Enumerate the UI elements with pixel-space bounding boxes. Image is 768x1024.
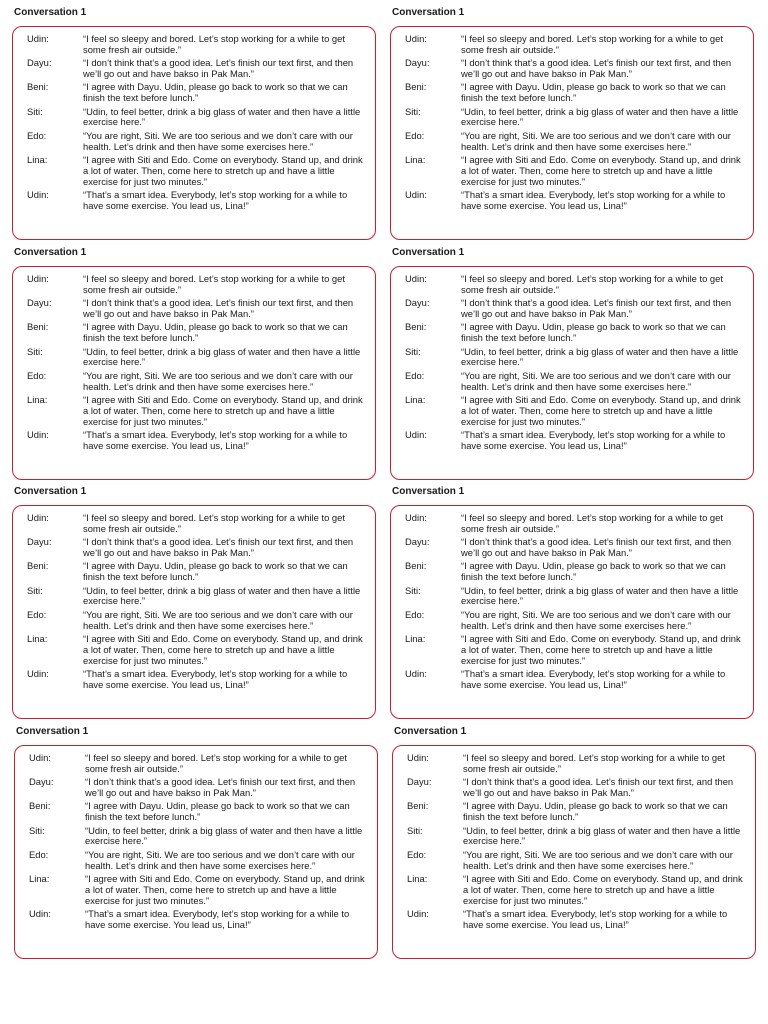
dialogue-text: “I feel so sleepy and bored. Let’s stop working for a while to get some fresh air outside.” — [461, 512, 723, 534]
speaker-name: Udin: — [29, 907, 51, 919]
dialogue-text: “I agree with Siti and Edo. Come on everybody. Stand up, and drink a lot of water. Then, come here to stretch up and have a little exercise for just two minutes.” — [83, 632, 363, 666]
speaker-name: Lina: — [27, 153, 48, 165]
dialogue-line — [405, 155, 745, 187]
dialogue-text: “You are right, Siti. We are too serious and we don’t care with our health. Let’s drink and then have some exercises here.” — [83, 129, 353, 152]
dialogue-text: “That’s a smart idea. Everybody, let’s stop working for a while to have some exercise. You lead us, Lina!” — [461, 428, 726, 451]
dialogue-line — [405, 131, 745, 153]
dialogue-line — [27, 371, 367, 393]
dialogue-line — [405, 669, 745, 691]
dialogue-text: “Udin, to feel better, drink a big glass of water and then have a little exercise here.” — [83, 105, 361, 128]
dialogue-text: “Udin, to feel better, drink a big glass of water and then have a little exercise here.” — [463, 824, 741, 847]
dialogue-line — [405, 634, 745, 666]
dialogue-line — [407, 801, 747, 823]
dialogue-line — [405, 82, 745, 104]
speaker-name: Lina: — [405, 393, 426, 405]
dialogue-text: “You are right, Siti. We are too serious and we don’t care with our health. Let’s drink and then have some exercises here.” — [461, 129, 731, 152]
speaker-name: Udin: — [27, 512, 49, 523]
dialogue-text: “I agree with Siti and Edo. Come on everybody. Stand up, and drink a lot of water. Then, come here to stretch up and have a little exercise for just two minutes.” — [461, 393, 741, 427]
conversation-title: Conversation 1 — [14, 486, 87, 497]
dialogue-text: “I agree with Siti and Edo. Come on everybody. Stand up, and drink a lot of water. Then, come here to stretch up and have a little exercise for just two minutes.” — [461, 632, 741, 666]
speaker-name: Dayu: — [405, 297, 430, 309]
dialogue-text: “I feel so sleepy and bored. Let’s stop working for a while to get some fresh air outside.” — [83, 33, 345, 55]
dialogue-line — [27, 347, 367, 369]
dialogue-text: “I agree with Siti and Edo. Come on everybody. Stand up, and drink a lot of water. Then, come here to stretch up and have a little exercise for just two minutes.” — [461, 153, 741, 187]
conversation-card — [392, 725, 756, 959]
dialogue-text: “I feel so sleepy and bored. Let’s stop working for a while to get some fresh air outside.” — [461, 273, 723, 295]
conversation-title: Conversation 1 — [16, 726, 89, 737]
speaker-name: Udin: — [27, 667, 49, 679]
dialogue-line — [27, 610, 367, 632]
dialogue-text: “That’s a smart idea. Everybody, let’s stop working for a while to have some exercise. You lead us, Lina!” — [85, 907, 350, 930]
dialogue-text: “I don’t think that’s a good idea. Let’s finish our text first, and then we’ll go out and have bakso in Pak Man.” — [83, 57, 354, 79]
conversation-card — [12, 246, 376, 480]
speaker-name: Dayu: — [407, 776, 432, 788]
dialogue-text: “Udin, to feel better, drink a big glass of water and then have a little exercise here.” — [461, 345, 739, 368]
dialogue-line — [405, 371, 745, 393]
speaker-name: Siti: — [29, 824, 45, 836]
conversation-card — [12, 485, 376, 719]
dialogue-text: “I don’t think that’s a good idea. Let’s finish our text first, and then we’ll go out and have bakso in Pak Man.” — [83, 297, 354, 319]
dialogue-box — [390, 26, 754, 240]
dialogue-text: “That’s a smart idea. Everybody, let’s stop working for a while to have some exercise. You lead us, Lina!” — [83, 667, 348, 690]
dialogue-line — [27, 322, 367, 344]
speaker-name: Siti: — [27, 345, 43, 357]
dialogue-line — [407, 850, 747, 872]
speaker-name: Udin: — [27, 428, 49, 440]
dialogue-line — [405, 322, 745, 344]
dialogue-text: “I agree with Siti and Edo. Come on everybody. Stand up, and drink a lot of water. Then, come here to stretch up and have a little exercise for just two minutes.” — [463, 872, 743, 906]
speaker-name: Udin: — [407, 907, 429, 919]
dialogue-line — [29, 909, 369, 931]
speaker-name: Dayu: — [27, 297, 52, 309]
dialogue-line — [405, 610, 745, 632]
speaker-name: Beni: — [405, 81, 427, 93]
speaker-name: Siti: — [407, 824, 423, 836]
dialogue-line — [27, 430, 367, 452]
speaker-name: Beni: — [29, 800, 51, 812]
dialogue-text: “I agree with Dayu. Udin, please go back to work so that we can finish the text before lunch.” — [461, 81, 726, 104]
dialogue-text: “You are right, Siti. We are too serious and we don’t care with our health. Let’s drink and then have some exercises here.” — [461, 369, 731, 392]
dialogue-text: “I feel so sleepy and bored. Let’s stop working for a while to get some fresh air outside.” — [83, 512, 345, 534]
dialogue-text: “Udin, to feel better, drink a big glass of water and then have a little exercise here.” — [83, 345, 361, 368]
dialogue-box — [390, 266, 754, 480]
dialogue-line — [407, 777, 747, 799]
dialogue-line — [407, 753, 747, 775]
conversation-title: Conversation 1 — [14, 247, 87, 258]
speaker-name: Dayu: — [405, 536, 430, 548]
speaker-name: Udin: — [405, 512, 427, 523]
speaker-name: Edo: — [27, 608, 47, 620]
speaker-name: Lina: — [407, 872, 428, 884]
dialogue-line — [27, 274, 367, 296]
conversation-card — [390, 485, 754, 719]
conversation-title: Conversation 1 — [394, 726, 467, 737]
speaker-name: Beni: — [27, 81, 49, 93]
dialogue-text: “I agree with Dayu. Udin, please go back to work so that we can finish the text before lunch.” — [461, 321, 726, 344]
dialogue-text: “I agree with Dayu. Udin, please go back to work so that we can finish the text before lunch.” — [85, 800, 350, 823]
dialogue-text: “I agree with Siti and Edo. Come on everybody. Stand up, and drink a lot of water. Then, come here to stretch up and have a little exercise for just two minutes.” — [83, 393, 363, 427]
dialogue-line — [27, 190, 367, 212]
conversation-card — [390, 246, 754, 480]
speaker-name: Beni: — [407, 800, 429, 812]
speaker-name: Lina: — [405, 153, 426, 165]
speaker-name: Edo: — [27, 129, 47, 141]
speaker-name: Beni: — [405, 321, 427, 333]
dialogue-text: “That’s a smart idea. Everybody, let’s stop working for a while to have some exercise. You lead us, Lina!” — [461, 188, 726, 211]
dialogue-line — [405, 347, 745, 369]
dialogue-text: “You are right, Siti. We are too serious and we don’t care with our health. Let’s drink and then have some exercises here.” — [463, 848, 733, 871]
dialogue-text: “I don’t think that’s a good idea. Let’s finish our text first, and then we’ll go out and have bakso in Pak Man.” — [461, 536, 732, 558]
speaker-name: Siti: — [405, 105, 421, 117]
speaker-name: Edo: — [407, 848, 427, 860]
dialogue-line — [27, 155, 367, 187]
speaker-name: Beni: — [405, 560, 427, 572]
conversation-title: Conversation 1 — [392, 247, 465, 258]
dialogue-line — [29, 801, 369, 823]
dialogue-text: “I don’t think that’s a good idea. Let’s finish our text first, and then we’ll go out and have bakso in Pak Man.” — [461, 57, 732, 79]
dialogue-line — [27, 537, 367, 559]
dialogue-text: “I don’t think that’s a good idea. Let’s finish our text first, and then we’ll go out and have bakso in Pak Man.” — [83, 536, 354, 558]
speaker-name: Udin: — [405, 273, 427, 284]
dialogue-text: “I agree with Dayu. Udin, please go back to work so that we can finish the text before lunch.” — [83, 560, 348, 583]
dialogue-box — [12, 26, 376, 240]
speaker-name: Edo: — [405, 129, 425, 141]
dialogue-line — [405, 586, 745, 608]
dialogue-line — [405, 298, 745, 320]
dialogue-line — [29, 777, 369, 799]
speaker-name: Udin: — [27, 273, 49, 284]
conversation-title: Conversation 1 — [392, 486, 465, 497]
dialogue-box — [12, 505, 376, 719]
dialogue-line — [27, 131, 367, 153]
dialogue-text: “I feel so sleepy and bored. Let’s stop working for a while to get some fresh air outside.” — [85, 752, 347, 774]
dialogue-text: “Udin, to feel better, drink a big glass of water and then have a little exercise here.” — [461, 584, 739, 607]
dialogue-text: “I feel so sleepy and bored. Let’s stop working for a while to get some fresh air outside.” — [83, 273, 345, 295]
speaker-name: Udin: — [29, 752, 51, 763]
speaker-name: Lina: — [27, 632, 48, 644]
dialogue-text: “I feel so sleepy and bored. Let’s stop working for a while to get some fresh air outside.” — [463, 752, 725, 774]
dialogue-line — [27, 669, 367, 691]
dialogue-text: “That’s a smart idea. Everybody, let’s stop working for a while to have some exercise. You lead us, Lina!” — [461, 667, 726, 690]
dialogue-text: “I agree with Dayu. Udin, please go back to work so that we can finish the text before lunch.” — [83, 81, 348, 104]
dialogue-line — [405, 395, 745, 427]
speaker-name: Dayu: — [405, 57, 430, 69]
speaker-name: Beni: — [27, 321, 49, 333]
speaker-name: Siti: — [27, 105, 43, 117]
conversation-card — [12, 6, 376, 240]
speaker-name: Udin: — [27, 33, 49, 44]
dialogue-text: “Udin, to feel better, drink a big glass of water and then have a little exercise here.” — [85, 824, 363, 847]
dialogue-line — [29, 753, 369, 775]
speaker-name: Edo: — [27, 369, 47, 381]
dialogue-line — [27, 513, 367, 535]
dialogue-line — [405, 58, 745, 80]
dialogue-line — [405, 561, 745, 583]
dialogue-text: “I feel so sleepy and bored. Let’s stop working for a while to get some fresh air outside.” — [461, 33, 723, 55]
dialogue-text: “That’s a smart idea. Everybody, let’s stop working for a while to have some exercise. You lead us, Lina!” — [83, 428, 348, 451]
speaker-name: Udin: — [405, 188, 427, 200]
dialogue-text: “That’s a smart idea. Everybody, let’s stop working for a while to have some exercise. You lead us, Lina!” — [463, 907, 728, 930]
dialogue-text: “I agree with Siti and Edo. Come on everybody. Stand up, and drink a lot of water. Then, come here to stretch up and have a little exercise for just two minutes.” — [85, 872, 365, 906]
dialogue-line — [405, 34, 745, 56]
speaker-name: Dayu: — [27, 57, 52, 69]
dialogue-text: “You are right, Siti. We are too serious and we don’t care with our health. Let’s drink and then have some exercises here.” — [83, 608, 353, 631]
speaker-name: Lina: — [29, 872, 50, 884]
dialogue-line — [405, 107, 745, 129]
speaker-name: Lina: — [27, 393, 48, 405]
speaker-name: Siti: — [405, 584, 421, 596]
dialogue-line — [27, 34, 367, 56]
speaker-name: Siti: — [405, 345, 421, 357]
dialogue-box — [390, 505, 754, 719]
dialogue-line — [407, 909, 747, 931]
speaker-name: Udin: — [405, 33, 427, 44]
speaker-name: Siti: — [27, 584, 43, 596]
dialogue-text: “I don’t think that’s a good idea. Let’s finish our text first, and then we’ll go out and have bakso in Pak Man.” — [463, 776, 734, 798]
dialogue-text: “You are right, Siti. We are too serious and we don’t care with our health. Let’s drink and then have some exercises here.” — [83, 369, 353, 392]
speaker-name: Dayu: — [27, 536, 52, 548]
dialogue-text: “You are right, Siti. We are too serious and we don’t care with our health. Let’s drink and then have some exercises here.” — [85, 848, 355, 871]
conversation-title: Conversation 1 — [392, 7, 465, 18]
dialogue-line — [27, 58, 367, 80]
dialogue-text: “I agree with Dayu. Udin, please go back to work so that we can finish the text before lunch.” — [461, 560, 726, 583]
dialogue-line — [405, 190, 745, 212]
dialogue-line — [27, 107, 367, 129]
speaker-name: Udin: — [27, 188, 49, 200]
dialogue-line — [405, 430, 745, 452]
speaker-name: Edo: — [29, 848, 49, 860]
dialogue-text: “Udin, to feel better, drink a big glass of water and then have a little exercise here.” — [83, 584, 361, 607]
speaker-name: Beni: — [27, 560, 49, 572]
dialogue-line — [27, 395, 367, 427]
dialogue-line — [29, 874, 369, 906]
dialogue-text: “Udin, to feel better, drink a big glass of water and then have a little exercise here.” — [461, 105, 739, 128]
dialogue-line — [27, 561, 367, 583]
conversation-card — [14, 725, 378, 959]
conversation-title: Conversation 1 — [14, 7, 87, 18]
conversation-card — [390, 6, 754, 240]
speaker-name: Udin: — [405, 667, 427, 679]
dialogue-line — [405, 513, 745, 535]
dialogue-line — [29, 850, 369, 872]
dialogue-box — [392, 745, 756, 959]
dialogue-line — [27, 298, 367, 320]
dialogue-line — [405, 537, 745, 559]
speaker-name: Dayu: — [29, 776, 54, 788]
dialogue-box — [14, 745, 378, 959]
dialogue-line — [27, 586, 367, 608]
speaker-name: Edo: — [405, 369, 425, 381]
dialogue-text: “You are right, Siti. We are too serious and we don’t care with our health. Let’s drink and then have some exercises here.” — [461, 608, 731, 631]
dialogue-line — [407, 826, 747, 848]
dialogue-line — [405, 274, 745, 296]
dialogue-text: “That’s a smart idea. Everybody, let’s stop working for a while to have some exercise. You lead us, Lina!” — [83, 188, 348, 211]
dialogue-box — [12, 266, 376, 480]
dialogue-line — [29, 826, 369, 848]
dialogue-text: “I don’t think that’s a good idea. Let’s finish our text first, and then we’ll go out and have bakso in Pak Man.” — [461, 297, 732, 319]
speaker-name: Udin: — [407, 752, 429, 763]
dialogue-text: “I agree with Siti and Edo. Come on everybody. Stand up, and drink a lot of water. Then, come here to stretch up and have a little exercise for just two minutes.” — [83, 153, 363, 187]
dialogue-text: “I agree with Dayu. Udin, please go back to work so that we can finish the text before lunch.” — [83, 321, 348, 344]
dialogue-text: “I agree with Dayu. Udin, please go back to work so that we can finish the text before lunch.” — [463, 800, 728, 823]
speaker-name: Lina: — [405, 632, 426, 644]
dialogue-line — [27, 82, 367, 104]
speaker-name: Edo: — [405, 608, 425, 620]
dialogue-line — [27, 634, 367, 666]
dialogue-line — [407, 874, 747, 906]
dialogue-text: “I don’t think that’s a good idea. Let’s finish our text first, and then we’ll go out and have bakso in Pak Man.” — [85, 776, 356, 798]
speaker-name: Udin: — [405, 428, 427, 440]
